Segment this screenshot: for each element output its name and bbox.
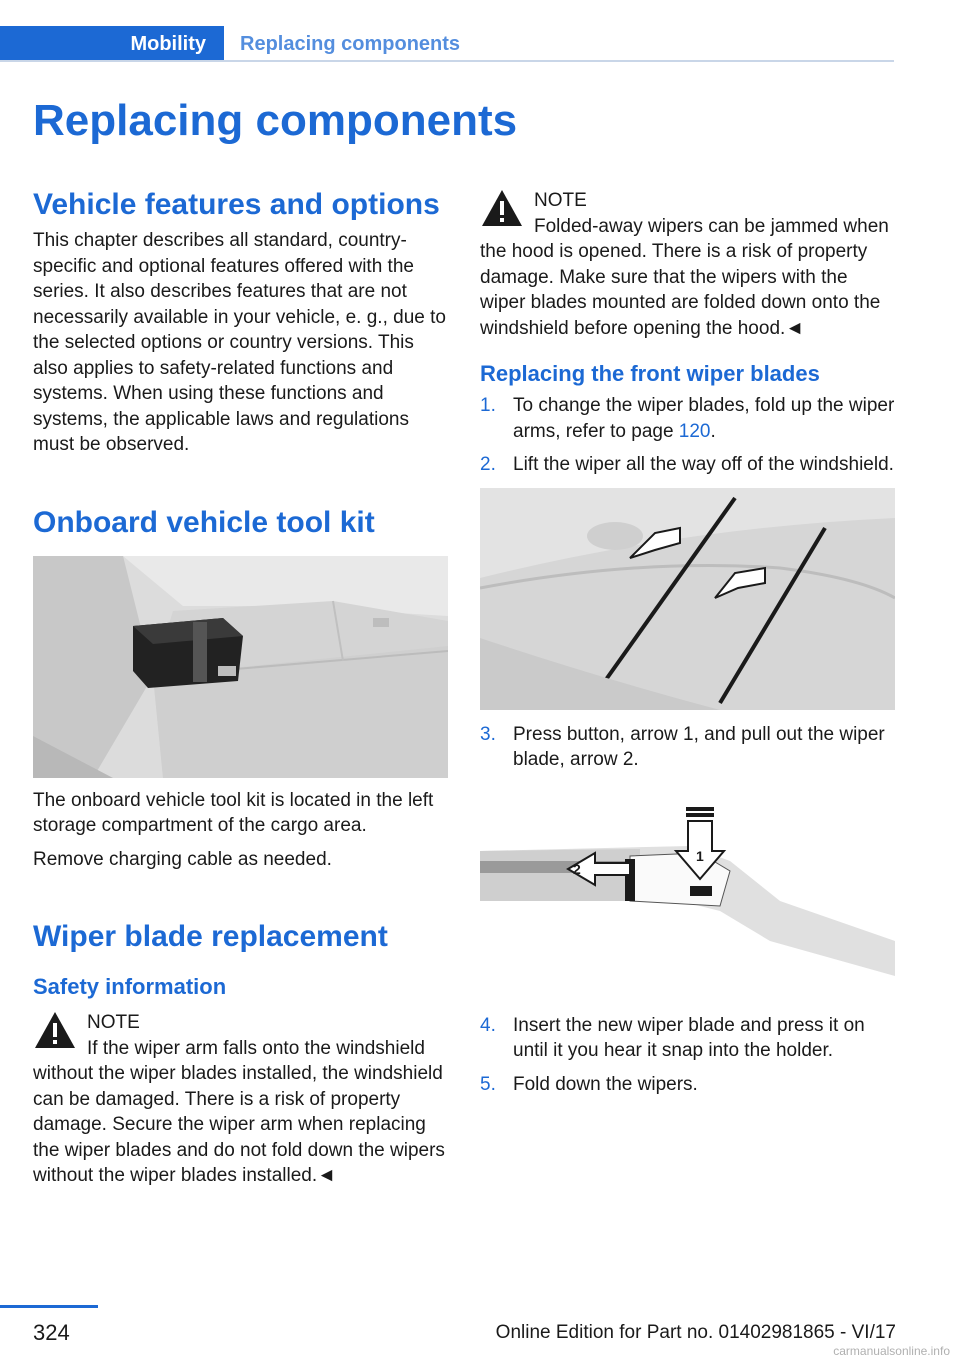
step-1 (480, 393, 895, 444)
tab-replacing-components[interactable]: Replacing components (240, 33, 461, 55)
page-link-120[interactable]: 120 (678, 420, 711, 442)
heading-safety-information: Safety information (33, 974, 227, 999)
warning-triangle-icon (33, 1010, 77, 1050)
step-text: Lift the wiper all the way off of the windshield. (513, 454, 894, 475)
tool-kit-para-1: The onboard vehicle tool kit is located in the left storage compartment of the cargo area. (33, 789, 434, 836)
wiper-windshield-image (480, 488, 895, 710)
note-1 (33, 1010, 448, 1189)
step-number: 3. (480, 723, 496, 745)
heading-vehicle-features: Vehicle features and options (33, 188, 440, 221)
vehicle-features-body: This chapter describes all standard, country-specific and optional features offered with the series. It also describes features that are not necessarily available in your vehicle, e. g., due to the selected options or country versions. This also applies to safety-related functions and systems. When using these functions and systems, the applicable laws and regulations must be observed. (33, 230, 446, 455)
step-text-end: . (710, 420, 716, 442)
steps-list-a (480, 393, 895, 478)
step-4 (480, 1013, 895, 1064)
step-text: Fold down the wipers. (513, 1073, 698, 1095)
edition-info: Online Edition for Part no. 01402981865 - VI/17 (495, 1322, 896, 1343)
step-number: 4. (480, 1014, 496, 1036)
warning-triangle-icon (480, 188, 524, 228)
page-title: Replacing components (33, 96, 518, 145)
steps-list-c (480, 1013, 895, 1098)
step-number: 5. (480, 1073, 496, 1095)
step-3 (480, 722, 895, 773)
tab-underline (0, 60, 894, 62)
step-number: 2. (480, 454, 496, 475)
step-text: To change the wiper blades, fold up the wiper arms, refer to page (513, 395, 895, 442)
arrow-label-2: 2 (573, 860, 581, 877)
heading-tool-kit: Onboard vehicle tool kit (33, 505, 375, 539)
heading-wiper-replacement: Wiper blade replacement (33, 920, 388, 953)
tool-kit-para-2: Remove charging cable as needed. (33, 848, 332, 870)
tab-mobility[interactable]: Mobility (0, 26, 224, 62)
note-2 (480, 188, 895, 341)
note-2-label: NOTE (534, 190, 587, 211)
steps-list-b (480, 722, 895, 773)
step-text: Insert the new wiper blade and press it on until it you hear it snap into the holder. (513, 1014, 865, 1061)
step-text: Press button, arrow 1, and pull out the wiper blade, arrow 2. (513, 723, 885, 770)
footer-rule (0, 1305, 98, 1308)
wiper-blade-image (480, 801, 895, 1001)
step-number: 1. (480, 395, 496, 416)
page-number: 324 (33, 1320, 70, 1345)
note-1-label: NOTE (87, 1012, 140, 1033)
right-column (480, 180, 895, 1105)
cargo-area-image (33, 556, 448, 778)
arrow-label-1: 1 (696, 847, 704, 864)
left-column (33, 180, 448, 1189)
heading-front-wiper-blades: Replacing the front wiper blades (480, 361, 820, 386)
note-2-body: Folded-away wipers can be jammed when the hood is opened. There is a risk of property damage. Make sure that the wipers with the wiper blades mounted are folded down onto the windshield before opening the hood.◄ (480, 215, 889, 339)
watermark: carmanualsonline.info (833, 1344, 950, 1358)
header-tabbar (0, 26, 894, 62)
note-1-body: If the wiper arm falls onto the windshield without the wiper blades installed, the windshield can be damaged. There is a risk of property damage. Secure the wiper arm when replacing the wiper blades and do not fold down the wipers without the wiper blades installed.◄ (33, 1037, 445, 1186)
step-5 (480, 1072, 895, 1098)
step-2 (480, 452, 895, 478)
